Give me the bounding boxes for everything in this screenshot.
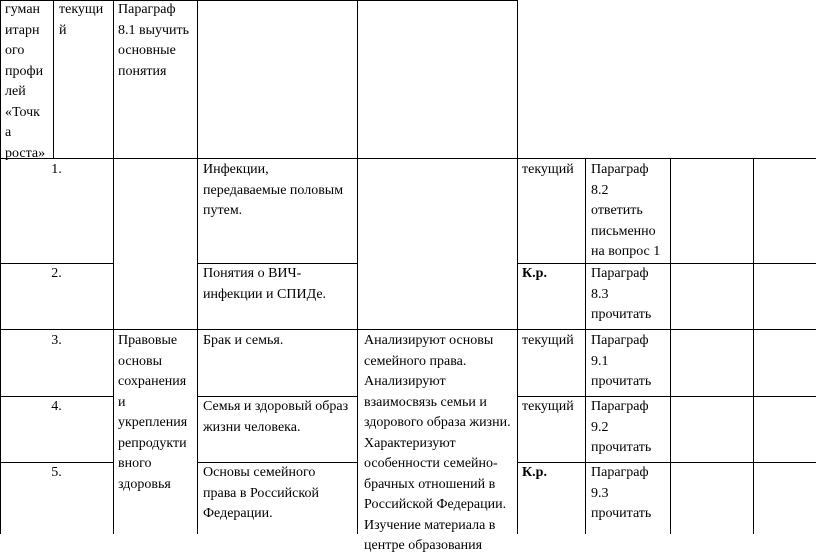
- table-border: [753, 158, 754, 534]
- table-border: [0, 329, 816, 330]
- table-border: [53, 0, 54, 158]
- row-number: 3.: [51, 333, 62, 348]
- row-number: 1.: [51, 162, 62, 177]
- homework: Параграф 9.3 прочитать: [591, 465, 652, 521]
- table-border: [517, 0, 518, 534]
- homework: Параграф 9.2 прочитать: [591, 399, 652, 455]
- homework: Параграф 8.2 ответить письменно на вопрос 1: [591, 162, 661, 259]
- homework: Параграф 8.3 прочитать: [591, 266, 652, 322]
- control-type: текущий: [522, 333, 574, 348]
- control-type: текущий: [522, 162, 574, 177]
- table-border: [197, 0, 198, 534]
- student-activities: Анализируют основы семейного права. Анализируют взаимосвязь семьи и здорового образа жизни. Характеризуют особенности семейно- брачных отношений в Российской Федерации. Изучение материала в центре образования: [364, 333, 511, 553]
- section-label: Правовые основы сохранения и укрепления репродукти вного здоровья: [118, 333, 188, 492]
- control-type: К.р.: [522, 266, 547, 281]
- homework: Параграф 9.1 прочитать: [591, 333, 652, 389]
- table-border: [670, 158, 671, 534]
- lesson-topic: Брак и семья.: [203, 333, 284, 348]
- table-border: [113, 0, 114, 534]
- lesson-topic: Основы семейного права в Российской Федерации.: [203, 465, 319, 521]
- control-type: текущий: [522, 399, 574, 414]
- lesson-topic: Семья и здоровый образ жизни человека.: [203, 399, 349, 435]
- homework-cell: Параграф 8.1 выучить основные понятия: [118, 2, 190, 79]
- table-border: [585, 158, 586, 534]
- row-number: 2.: [51, 266, 62, 281]
- lesson-topic: Понятия о ВИЧ- инфекции и СПИДе.: [203, 266, 327, 302]
- row-number: 4.: [51, 399, 62, 414]
- lesson-topic: Инфекции, передаваемые половым путем.: [203, 162, 344, 218]
- control-type: К.р.: [522, 465, 547, 480]
- control-type-cell: текущи й: [59, 2, 104, 38]
- profile-cell: гуман итарн ого профи лей «Точк а роста»: [5, 2, 46, 161]
- table-border: [0, 158, 816, 159]
- table-border: [357, 0, 358, 534]
- row-number: 5.: [51, 465, 62, 480]
